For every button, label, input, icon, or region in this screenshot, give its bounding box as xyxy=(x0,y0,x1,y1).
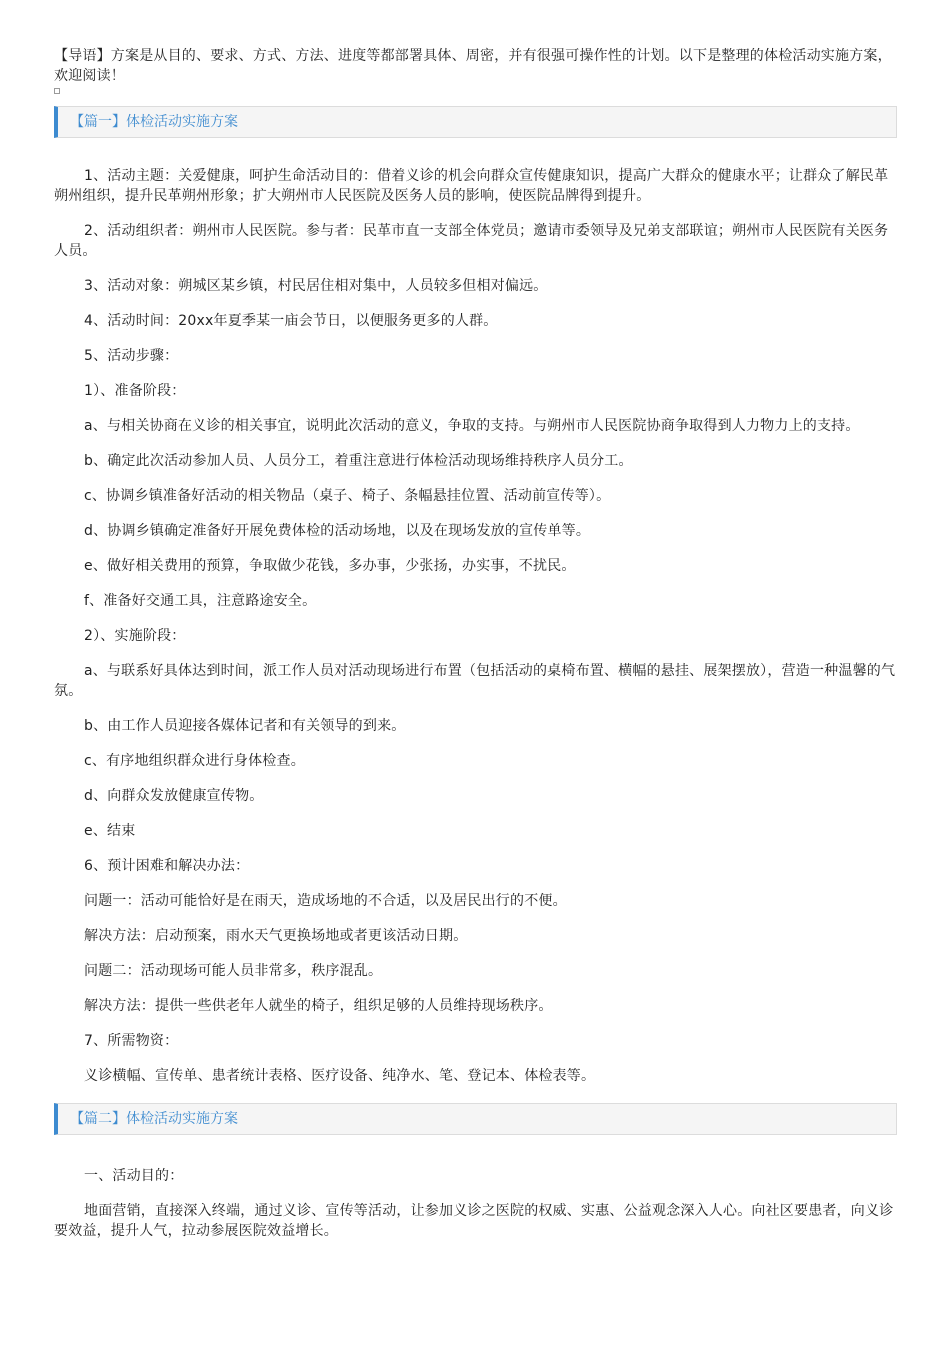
paragraph: 一、活动目的： xyxy=(84,1168,184,1184)
paragraph: 2）、实施阶段： xyxy=(84,628,186,644)
paragraph: c、有序地组织群众进行身体检查。 xyxy=(84,753,305,769)
section-body-1 xyxy=(54,138,897,1086)
paragraph: 1）、准备阶段： xyxy=(84,383,186,399)
paragraph: 3、活动对象：朔城区某乡镇，村民居住相对集中，人员较多但相对偏远。 xyxy=(84,278,548,294)
section-title-2: 【篇二】体检活动实施方案 xyxy=(70,1111,238,1127)
anchor-marker-icon xyxy=(54,88,60,94)
document-page xyxy=(54,0,897,1256)
paragraph: b、由工作人员迎接各媒体记者和有关领导的到来。 xyxy=(84,718,406,734)
paragraph: c、协调乡镇准备好活动的相关物品（桌子、椅子、条幅悬挂位置、活动前宣传等）。 xyxy=(84,488,611,504)
paragraph: a、与相关协商在义诊的相关事宜，说明此次活动的意义，争取的支持。与朔州市人民医院协商争取得到人力物力上的支持。 xyxy=(84,418,860,434)
paragraph: 2、活动组织者：朔州市人民医院。参与者：民革市直一支部全体党员；邀请市委领导及兄弟支部联谊；朔州市人民医院有关医务人员。 xyxy=(54,223,889,259)
paragraph: 4、活动时间：20xx年夏季某一庙会节日，以便服务更多的人群。 xyxy=(84,313,498,329)
paragraph: b、确定此次活动参加人员、人员分工，着重注意进行体检活动现场维持秩序人员分工。 xyxy=(84,453,633,469)
paragraph: 7、所需物资： xyxy=(84,1033,179,1049)
paragraph: f、准备好交通工具，注意路途安全。 xyxy=(84,593,317,609)
paragraph: 5、活动步骤： xyxy=(84,348,179,364)
intro-paragraph: 【导语】方案是从目的、要求、方式、方法、进度等都部署具体、周密，并有很强可操作性的计划。以下是整理的体检活动实施方案，欢迎阅读！ xyxy=(54,48,892,84)
paragraph: 解决方法：提供一些供老年人就坐的椅子，组织足够的人员维持现场秩序。 xyxy=(84,998,553,1014)
paragraph: 问题二：活动现场可能人员非常多，秩序混乱。 xyxy=(84,963,383,979)
section-header-1 xyxy=(54,106,897,138)
paragraph: e、结束 xyxy=(84,823,136,839)
paragraph: a、与联系好具体达到时间，派工作人员对活动现场进行布置（包括活动的桌椅布置、横幅的悬挂、展架摆放），营造一种温馨的气氛。 xyxy=(54,663,896,699)
section-header-2 xyxy=(54,1103,897,1135)
paragraph: 问题一：活动可能恰好是在雨天，造成场地的不合适，以及居民出行的不便。 xyxy=(84,893,567,909)
section-body-2 xyxy=(54,1135,897,1241)
paragraph: d、向群众发放健康宣传物。 xyxy=(84,788,264,804)
paragraph: 义诊横幅、宣传单、患者统计表格、医疗设备、纯净水、笔、登记本、体检表等。 xyxy=(84,1068,596,1084)
paragraph: 1、活动主题：关爱健康，呵护生命活动目的：借着义诊的机会向群众宣传健康知识，提高广大群众的健康水平；让群众了解民革朔州组织，提升民革朔州形象；扩大朔州市人民医院及医务人员的影响，使医院品牌得到提升。 xyxy=(54,168,889,204)
paragraph: 地面营销，直接深入终端，通过义诊、宣传等活动，让参加义诊之医院的权威、实惠、公益观念深入人心。向社区要患者，向义诊要效益，提升人气，拉动参展医院效益增长。 xyxy=(54,1203,894,1239)
paragraph: e、做好相关费用的预算，争取做少花钱，多办事，少张扬，办实事，不扰民。 xyxy=(84,558,576,574)
section-title-1: 【篇一】体检活动实施方案 xyxy=(70,114,238,130)
paragraph: d、协调乡镇确定准备好开展免费体检的活动场地，以及在现场发放的宣传单等。 xyxy=(84,523,591,539)
paragraph: 解决方法：启动预案，雨水天气更换场地或者更该活动日期。 xyxy=(84,928,468,944)
paragraph: 6、预计困难和解决办法： xyxy=(84,858,250,874)
